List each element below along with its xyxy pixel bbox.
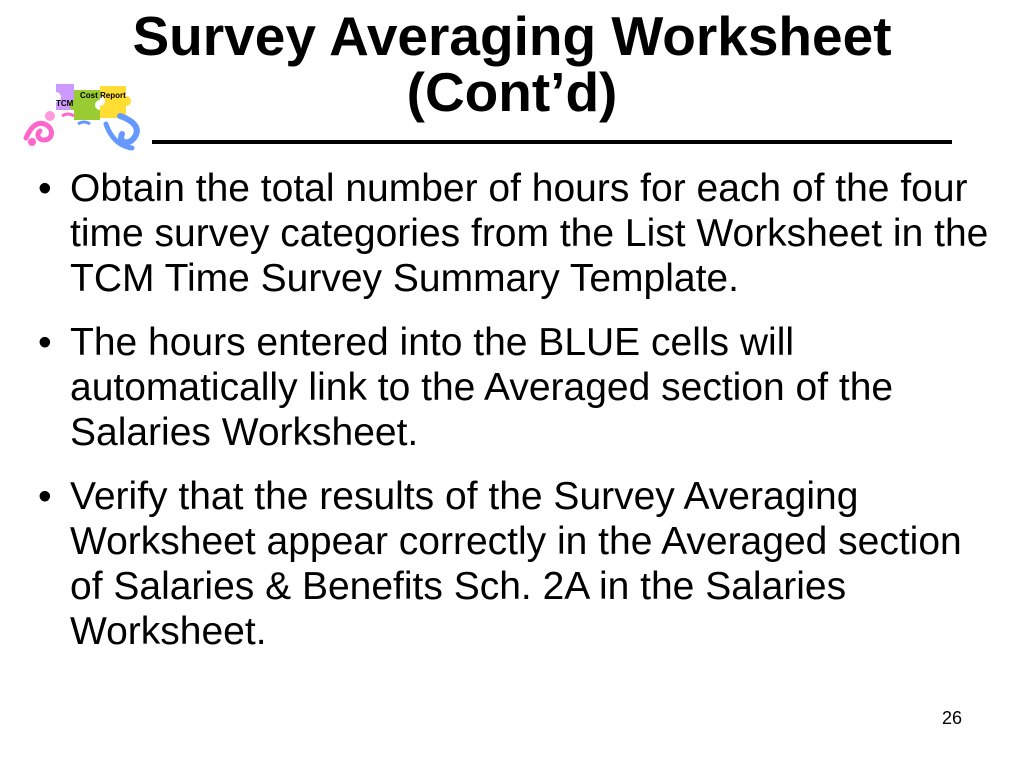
- title-underline: [152, 140, 952, 144]
- page-number: 26: [941, 708, 962, 728]
- slide-title-line-2: (Cont’d): [406, 61, 618, 123]
- bullet-item-3: [30, 474, 1005, 654]
- logo-cost-report-text: Cost Report: [80, 91, 126, 100]
- bullet-item-2: [30, 320, 1005, 455]
- bullet-marker: •: [38, 475, 52, 518]
- bullet-text-1: Obtain the total number of hours for each of the four time survey categories from the List Worksheet in the TCM Time Survey Summary Template.: [70, 167, 989, 300]
- slide-title-line-1: Survey Averaging Worksheet: [132, 5, 892, 67]
- bullet-text-3: Verify that the results of the Survey Averaging Worksheet appear correctly in the Averaged section of Salaries & Benefits Sch. 2A in the Salaries Worksheet.: [70, 475, 962, 653]
- bullet-list: [30, 166, 1005, 673]
- tcm-cost-report-logo: [22, 76, 162, 156]
- bullet-text-2: The hours entered into the BLUE cells will automatically link to the Averaged section of the Salaries Worksheet.: [70, 321, 894, 454]
- logo-tcm-text: TCM: [56, 99, 74, 108]
- bullet-marker: •: [38, 321, 52, 364]
- bullet-marker: •: [38, 167, 52, 210]
- bullet-item-1: [30, 166, 1005, 301]
